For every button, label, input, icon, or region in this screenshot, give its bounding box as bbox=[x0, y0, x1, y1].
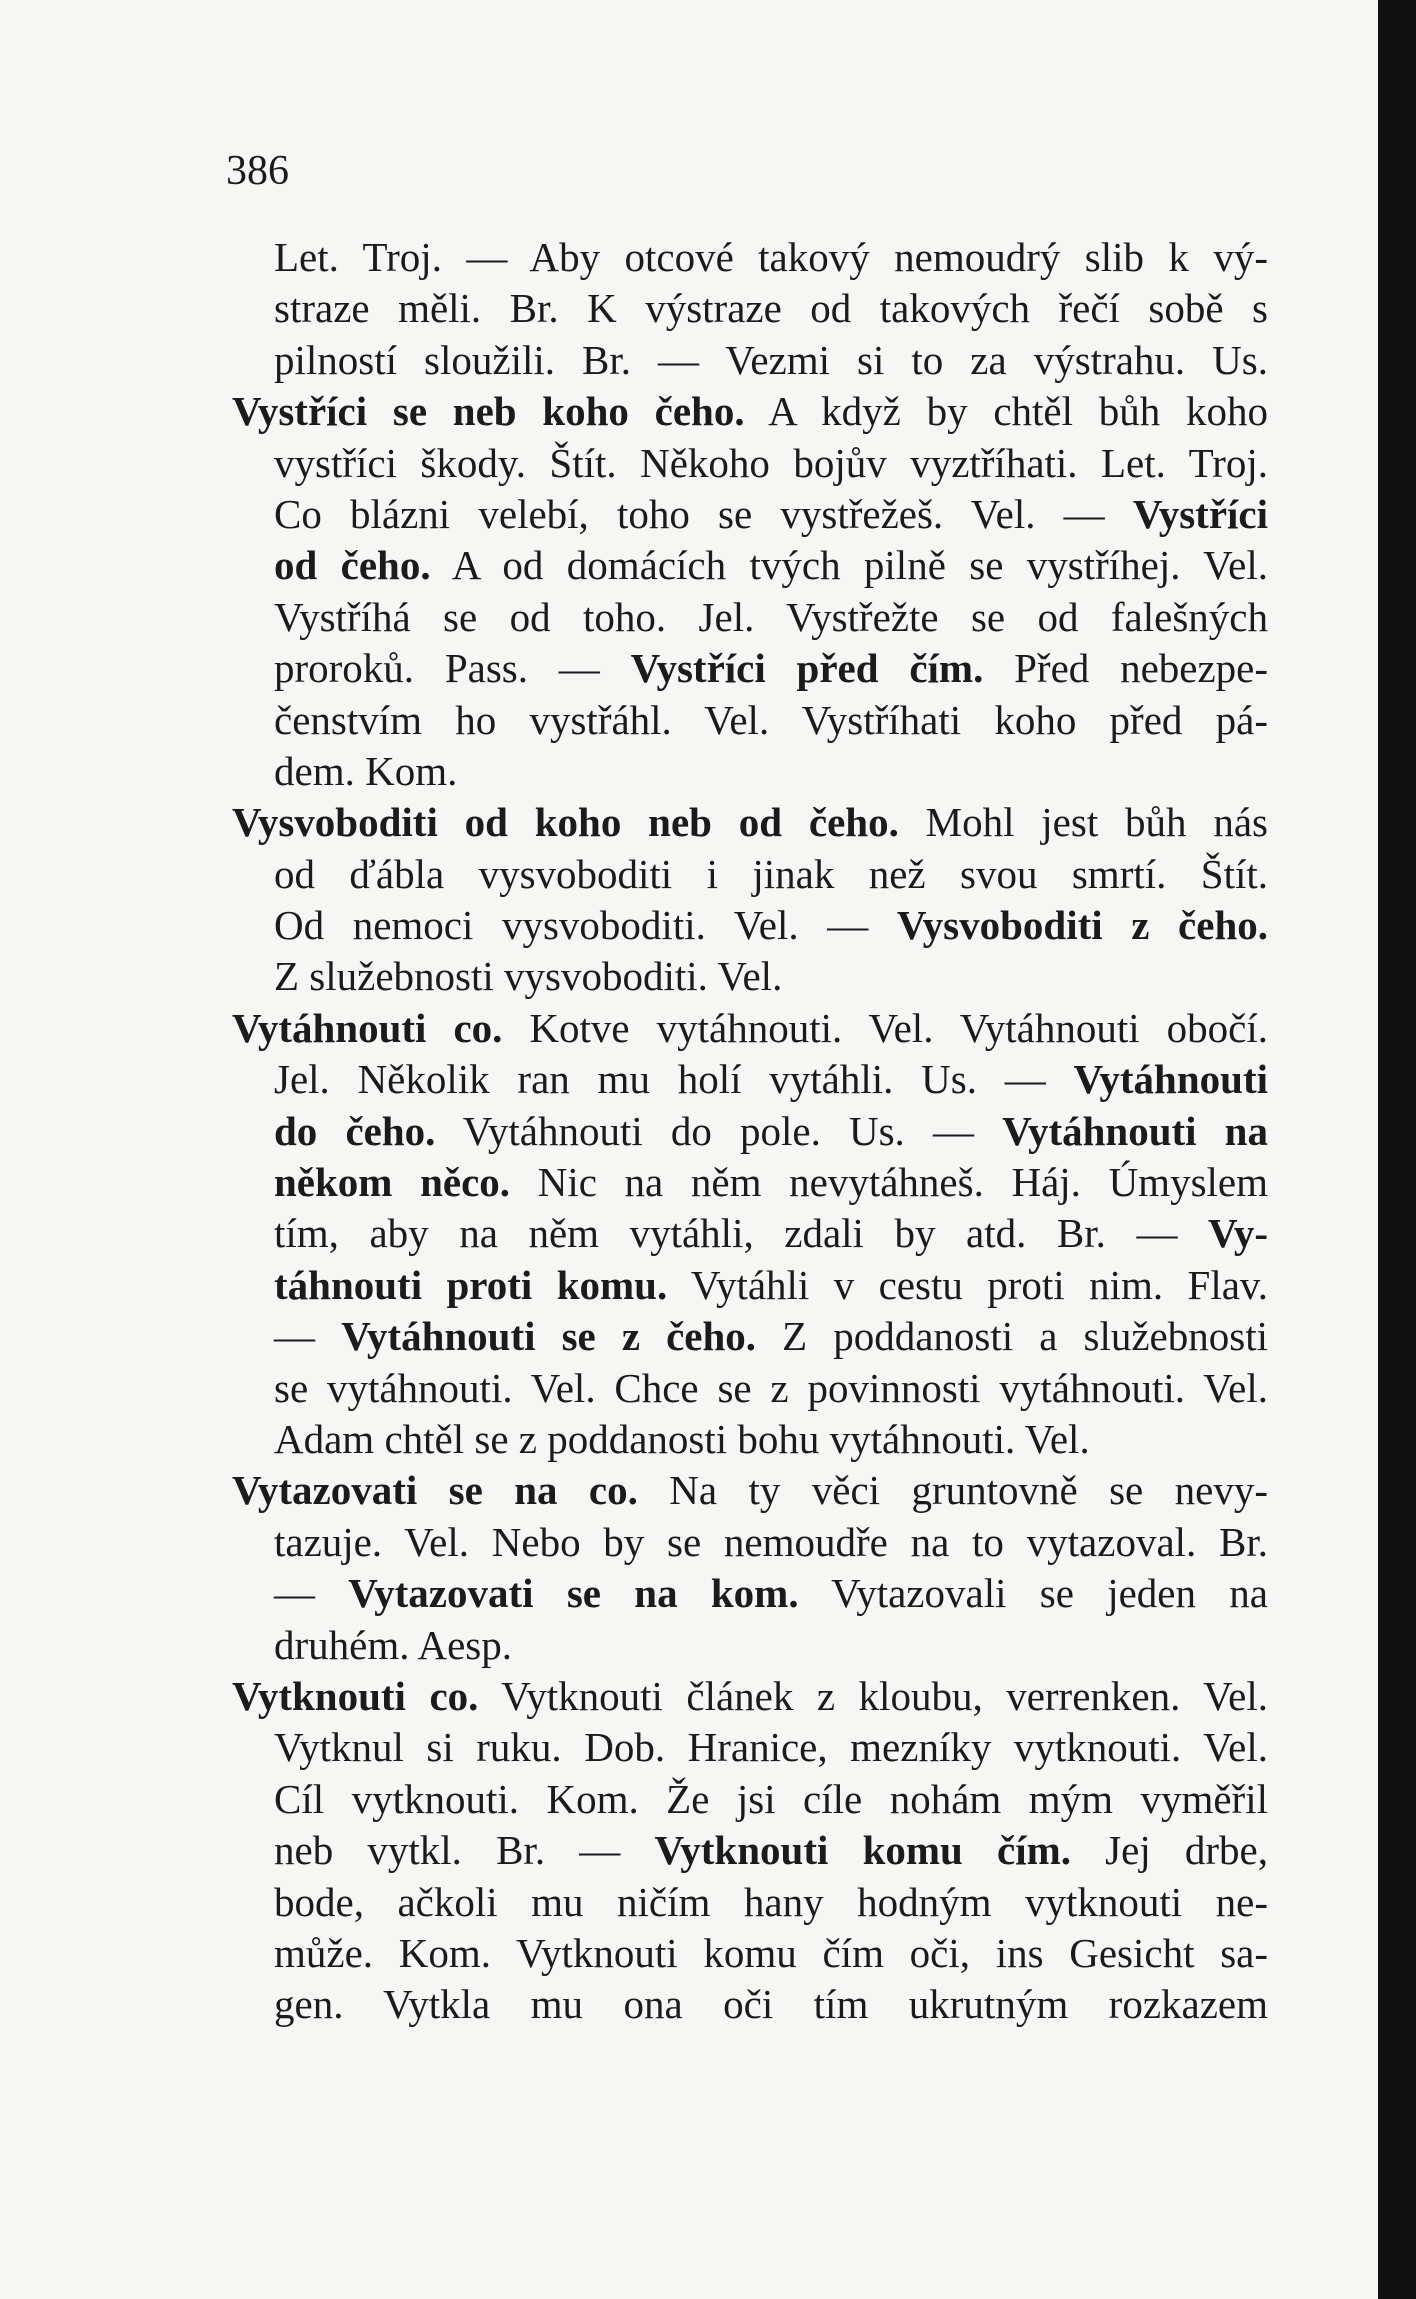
line-text: Cíl vytknouti. Kom. Že jsi cíle nohám mým vyměřil bbox=[274, 1775, 1268, 1822]
line-text: straze měli. Br. K výstraze od takových řečí sobě s bbox=[274, 285, 1268, 332]
entry-headword: Vytazovati se na co. bbox=[232, 1467, 638, 1514]
entry-headword: Vytknouti komu čím. bbox=[654, 1827, 1071, 1874]
text-line bbox=[232, 592, 1268, 643]
entry-headword: Vytáhnouti se z čeho. bbox=[341, 1313, 757, 1360]
line-text: bode, ačkoli mu ničím hany hodným vytknouti ne- bbox=[274, 1878, 1268, 1925]
entry-headword: do čeho. bbox=[274, 1107, 436, 1154]
scan-edge bbox=[1378, 0, 1416, 2299]
text-line bbox=[232, 438, 1268, 489]
entry-headword: Vytknouti co. bbox=[232, 1672, 479, 1719]
entry-headword: Vystříci před čím. bbox=[630, 645, 984, 692]
entry-headword: Vytazovati se na kom. bbox=[348, 1570, 799, 1617]
line-text: může. Kom. Vytknouti komu čím oči, ins Gesicht sa- bbox=[274, 1929, 1268, 1976]
text-line bbox=[232, 1311, 1268, 1362]
page-number: 386 bbox=[226, 148, 289, 194]
line-text: Jej drbe, bbox=[1071, 1827, 1269, 1874]
line-text: Co blázni velebí, toho se vystřežeš. Vel. — bbox=[274, 490, 1133, 537]
entry-headword: Vysvoboditi z čeho. bbox=[896, 902, 1268, 949]
line-text: Z poddanosti a služebnosti bbox=[756, 1313, 1268, 1360]
line-text: Vytazovali se jeden na bbox=[798, 1570, 1269, 1617]
text-line bbox=[232, 1465, 1268, 1516]
line-text: tím, aby na něm vytáhli, zdali by atd. Br. — bbox=[274, 1210, 1208, 1257]
line-text: Nic na něm nevytáhneš. Háj. Úmyslem bbox=[510, 1159, 1269, 1206]
entry-headword: Vytáhnouti co. bbox=[232, 1004, 503, 1051]
dictionary-text bbox=[232, 232, 1268, 2031]
text-line bbox=[232, 900, 1268, 951]
text-line bbox=[232, 1928, 1268, 1979]
line-text: Vytáhli v cestu proti nim. Flav. bbox=[667, 1261, 1268, 1308]
line-text: — bbox=[274, 1570, 349, 1617]
text-line bbox=[232, 1620, 1268, 1671]
line-text: A když by chtěl bůh koho bbox=[744, 388, 1269, 435]
text-line bbox=[232, 489, 1268, 540]
line-text: pilností sloužili. Br. — Vezmi si to za výstrahu. Us. bbox=[274, 336, 1268, 383]
text-line bbox=[232, 746, 1268, 797]
text-line bbox=[232, 797, 1268, 848]
text-line bbox=[232, 232, 1268, 283]
line-text: Kotve vytáhnouti. Vel. Vytáhnouti obočí. bbox=[502, 1004, 1269, 1051]
text-line bbox=[232, 1208, 1268, 1259]
entry-headword: Vystříci bbox=[1132, 490, 1268, 537]
line-text: čenstvím ho vystřáhl. Vel. Vystříhati koho před pá- bbox=[274, 696, 1268, 743]
line-text: dem. Kom. bbox=[274, 747, 458, 794]
text-line bbox=[232, 1825, 1268, 1876]
line-text: Vytáhnouti do pole. Us. — bbox=[435, 1107, 1003, 1154]
text-line bbox=[232, 1260, 1268, 1311]
line-text: gen. Vytkla mu ona oči tím ukrutným rozkazem bbox=[274, 1981, 1268, 2028]
entry-headword: táhnouti proti komu. bbox=[274, 1261, 668, 1308]
text-line bbox=[232, 1722, 1268, 1773]
text-line bbox=[232, 849, 1268, 900]
line-text: neb vytkl. Br. — bbox=[274, 1827, 655, 1874]
entry-headword: Vystříci se neb koho čeho. bbox=[232, 388, 745, 435]
text-line bbox=[232, 386, 1268, 437]
text-line bbox=[232, 1517, 1268, 1568]
line-text: tazuje. Vel. Nebo by se nemoudře na to vytazoval. Br. bbox=[274, 1518, 1268, 1565]
text-line bbox=[232, 1877, 1268, 1928]
entry-headword: Vy- bbox=[1208, 1210, 1268, 1257]
line-text: Od nemoci vysvoboditi. Vel. — bbox=[274, 902, 897, 949]
line-text: Vystříhá se od toho. Jel. Vystřežte se od falešných bbox=[274, 593, 1268, 640]
line-text: Mohl jest bůh nás bbox=[898, 799, 1268, 846]
text-line bbox=[232, 283, 1268, 334]
line-text: Z služebnosti vysvoboditi. Vel. bbox=[274, 953, 783, 1000]
text-line bbox=[232, 335, 1268, 386]
text-line bbox=[232, 1003, 1268, 1054]
line-text: Let. Troj. — Aby otcové takový nemoudrý slib k vý- bbox=[274, 234, 1268, 280]
text-line bbox=[232, 1568, 1268, 1619]
text-line bbox=[232, 1671, 1268, 1722]
text-line bbox=[232, 1363, 1268, 1414]
line-text: druhém. Aesp. bbox=[274, 1621, 512, 1668]
line-text: Vytknul si ruku. Dob. Hranice, mezníky vytknouti. Vel. bbox=[274, 1724, 1268, 1771]
line-text: Na ty věci gruntovně se nevy- bbox=[637, 1467, 1268, 1514]
text-line bbox=[232, 1157, 1268, 1208]
line-text: — bbox=[274, 1313, 342, 1360]
text-line bbox=[232, 1414, 1268, 1465]
text-line bbox=[232, 1774, 1268, 1825]
line-text: se vytáhnouti. Vel. Chce se z povinnosti vytáhnouti. Vel. bbox=[274, 1364, 1268, 1411]
line-text: Adam chtěl se z poddanosti bohu vytáhnouti. Vel. bbox=[274, 1415, 1090, 1462]
text-line bbox=[232, 951, 1268, 1002]
line-text: proroků. Pass. — bbox=[274, 645, 631, 692]
text-line bbox=[232, 695, 1268, 746]
entry-headword: Vytáhnouti bbox=[1073, 1056, 1268, 1103]
line-text: A od domácích tvých pilně se vystříhej. Vel. bbox=[430, 542, 1269, 589]
entry-headword: od čeho. bbox=[274, 542, 431, 589]
entry-headword: Vysvoboditi od koho neb od čeho. bbox=[232, 799, 899, 846]
line-text: Vytknouti článek z kloubu, verrenken. Vel. bbox=[478, 1672, 1268, 1719]
line-text: od ďábla vysvoboditi i jinak než svou smrtí. Štít. bbox=[274, 850, 1268, 897]
text-line bbox=[232, 643, 1268, 694]
text-line bbox=[232, 1054, 1268, 1105]
entry-headword: někom něco. bbox=[274, 1159, 511, 1206]
entry-headword: Vytáhnouti na bbox=[1002, 1107, 1268, 1154]
text-line bbox=[232, 1979, 1268, 2030]
text-line bbox=[232, 1106, 1268, 1157]
text-line bbox=[232, 540, 1268, 591]
line-text: Před nebezpe- bbox=[983, 645, 1269, 692]
line-text: vystříci škody. Štít. Někoho bojův vyztříhati. Let. Troj. bbox=[274, 439, 1268, 486]
line-text: Jel. Několik ran mu holí vytáhli. Us. — bbox=[274, 1056, 1074, 1103]
